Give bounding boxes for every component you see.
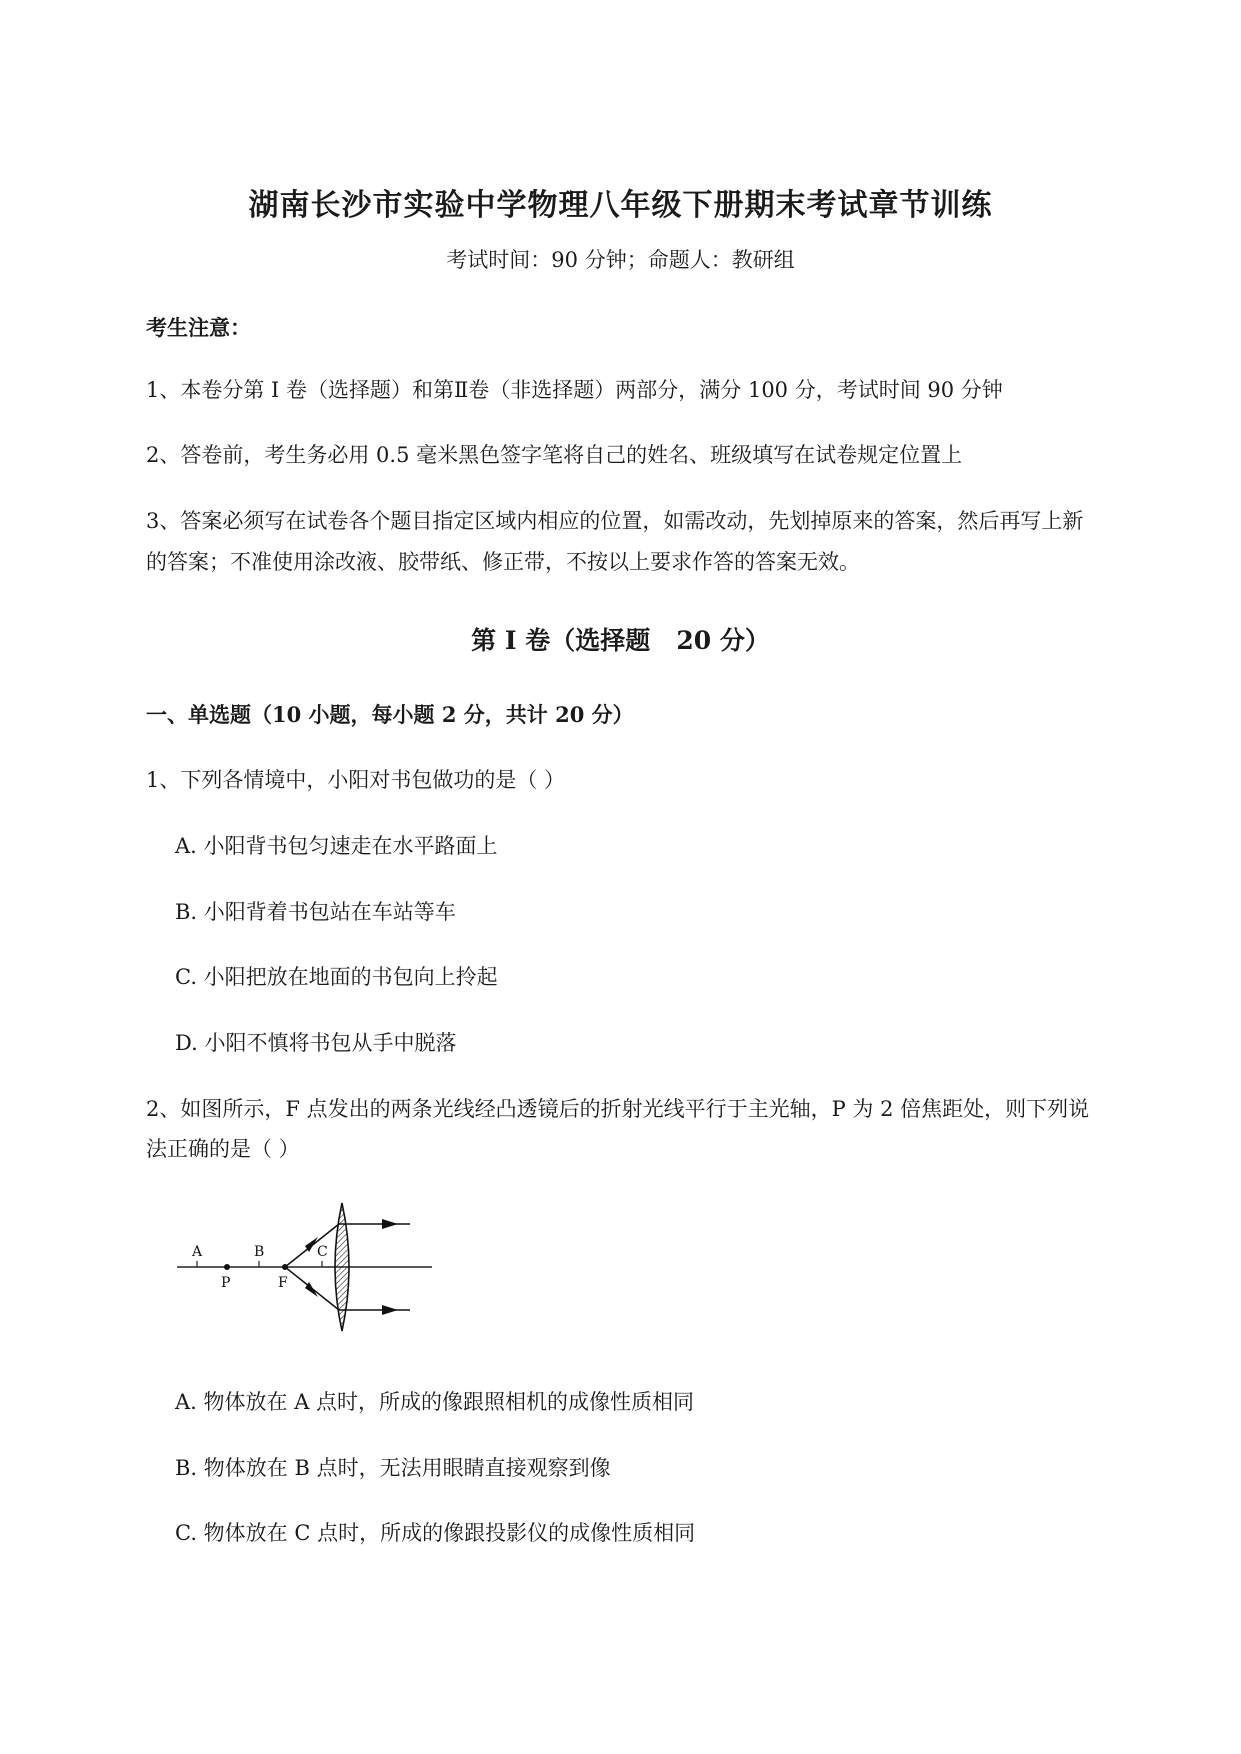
question-2-stem: 2、如图所示，F 点发出的两条光线经凸透镜后的折射光线平行于主光轴，P 为 2 倍焦距处，则下列说 [146, 1097, 1090, 1121]
label-c: C [317, 1244, 328, 1260]
question-1-option-a: A. 小阳背书包匀速走在水平路面上 [175, 834, 498, 858]
point-p [224, 1264, 230, 1270]
question-2-option-b: B. 物体放在 B 点时，无法用眼睛直接观察到像 [175, 1456, 611, 1480]
label-a: A [192, 1244, 203, 1260]
question-2-option-c: C. 物体放在 C 点时，所成的像跟投影仪的成像性质相同 [175, 1521, 696, 1545]
exam-title: 湖南长沙市实验中学物理八年级下册期末考试章节训练 [248, 188, 993, 223]
part-heading: 一、单选题（10 小题，每小题 2 分，共计 20 分） [146, 702, 634, 727]
notice-heading: 考生注意： [146, 315, 251, 340]
convex-lens [335, 1203, 349, 1331]
notice-item-3-continued: 的答案；不准使用涂改液、胶带纸、修正带，不按以上要求作答的答案无效。 [146, 550, 860, 574]
label-p: P [221, 1275, 231, 1291]
label-b: B [254, 1244, 265, 1260]
question-1-stem: 1、下列各情境中，小阳对书包做功的是（ ） [146, 768, 566, 792]
question-1-option-c: C. 小阳把放在地面的书包向上拎起 [175, 965, 498, 989]
lens-ray-diagram [170, 1195, 440, 1340]
arrow-upper-refracted [382, 1219, 398, 1229]
question-1-option-b: B. 小阳背着书包站在车站等车 [175, 900, 456, 924]
question-1-option-d: D. 小阳不慎将书包从手中脱落 [175, 1031, 457, 1055]
label-f: F [278, 1275, 288, 1291]
exam-subtitle: 考试时间：90 分钟；命题人：教研组 [446, 248, 795, 272]
arrow-lower-refracted [382, 1305, 398, 1315]
notice-item-2: 2、答卷前，考生务必用 0.5 毫米黑色签字笔将自己的姓名、班级填写在试卷规定位置上 [146, 443, 963, 467]
notice-item-3: 3、答案必须写在试卷各个题目指定区域内相应的位置，如需改动，先划掉原来的答案，然后再写上新 [146, 509, 1084, 533]
question-2-option-a: A. 物体放在 A 点时，所成的像跟照相机的成像性质相同 [175, 1390, 695, 1414]
question-2-stem-continued: 法正确的是（ ） [146, 1137, 300, 1161]
section-title: 第 I 卷（选择题 20 分） [471, 626, 770, 655]
notice-item-1: 1、本卷分第 I 卷（选择题）和第Ⅱ卷（非选择题）两部分，满分 100 分，考试时间 90 分钟 [146, 378, 1003, 402]
